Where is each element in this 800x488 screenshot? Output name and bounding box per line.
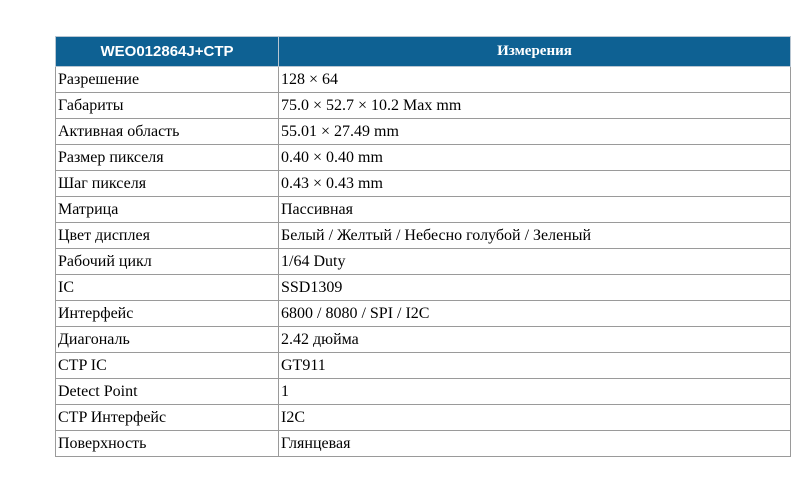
table-row: [56, 275, 791, 301]
row-label: Активная область: [56, 119, 279, 145]
table-row: [56, 145, 791, 171]
table-row: [56, 249, 791, 275]
row-value: 1: [279, 379, 791, 405]
row-label: Габариты: [56, 93, 279, 119]
table-row: [56, 327, 791, 353]
row-label: CTP Интерфейс: [56, 405, 279, 431]
row-label: Диагональ: [56, 327, 279, 353]
table-row: [56, 301, 791, 327]
row-value: Белый / Желтый / Небесно голубой / Зеленый: [279, 223, 791, 249]
row-value: Глянцевая: [279, 431, 791, 457]
table-row: [56, 431, 791, 457]
row-label: IC: [56, 275, 279, 301]
row-value: I2C: [279, 405, 791, 431]
table-row: [56, 353, 791, 379]
row-label: Поверхность: [56, 431, 279, 457]
row-value: 0.40 × 0.40 mm: [279, 145, 791, 171]
row-value: 2.42 дюйма: [279, 327, 791, 353]
row-value: Пассивная: [279, 197, 791, 223]
row-value: SSD1309: [279, 275, 791, 301]
row-value: 75.0 × 52.7 × 10.2 Max mm: [279, 93, 791, 119]
spec-table: [55, 36, 791, 457]
table-row: [56, 171, 791, 197]
table-header: [56, 37, 791, 67]
row-label: Интерфейс: [56, 301, 279, 327]
table-row: [56, 405, 791, 431]
row-label: Цвет дисплея: [56, 223, 279, 249]
header-row: [56, 37, 791, 67]
row-label: Матрица: [56, 197, 279, 223]
row-label: CTP IC: [56, 353, 279, 379]
row-label: Размер пикселя: [56, 145, 279, 171]
table-row: [56, 93, 791, 119]
table-row: [56, 197, 791, 223]
row-value: 128 × 64: [279, 67, 791, 93]
row-value: GT911: [279, 353, 791, 379]
header-model: WEO012864J+CTP: [56, 37, 279, 67]
row-value: 55.01 × 27.49 mm: [279, 119, 791, 145]
row-value: 1/64 Duty: [279, 249, 791, 275]
table-body: [56, 67, 791, 457]
table-row: [56, 67, 791, 93]
row-value: 6800 / 8080 / SPI / I2C: [279, 301, 791, 327]
row-value: 0.43 × 0.43 mm: [279, 171, 791, 197]
header-dimensions: Измерения: [279, 37, 791, 67]
table-row: [56, 379, 791, 405]
row-label: Detect Point: [56, 379, 279, 405]
table-row: [56, 223, 791, 249]
row-label: Шаг пикселя: [56, 171, 279, 197]
row-label: Разрешение: [56, 67, 279, 93]
table-row: [56, 119, 791, 145]
row-label: Рабочий цикл: [56, 249, 279, 275]
